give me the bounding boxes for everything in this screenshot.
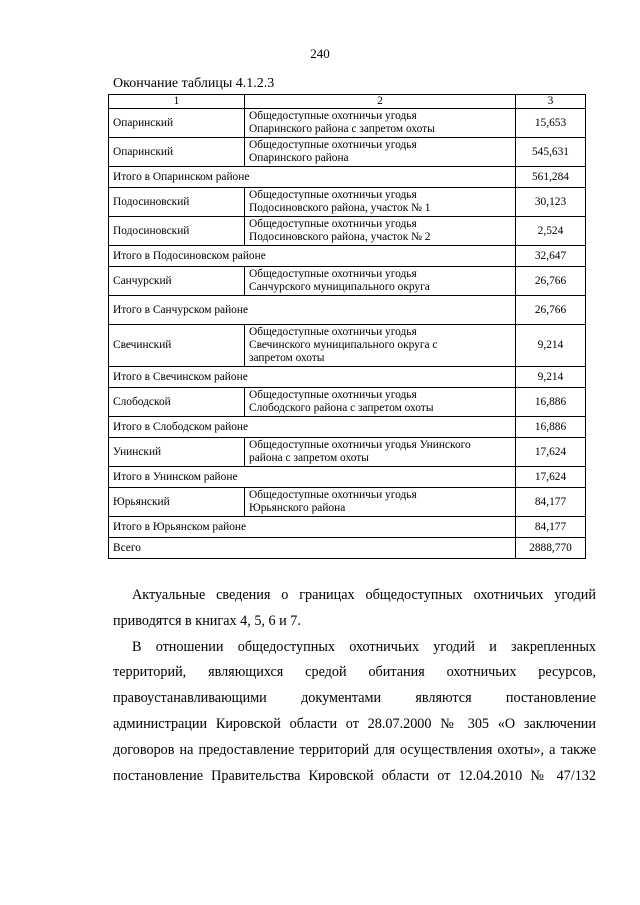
district-cell: Опаринский — [109, 138, 245, 167]
header-cell-1: 1 — [109, 95, 245, 109]
district-cell: Унинский — [109, 438, 245, 467]
description-line: Свечинского муниципального округа с — [249, 339, 438, 351]
area-value-cell: 84,177 — [516, 488, 586, 517]
paragraph-line: договоров на предоставление территорий для осуществления охоты», а также — [113, 741, 596, 758]
grounds-description-cell — [245, 138, 516, 167]
grounds-description-cell — [245, 267, 516, 296]
table-total-row — [109, 296, 586, 325]
header-cell-3: 3 — [516, 95, 586, 109]
grounds-description-cell — [245, 388, 516, 417]
table-caption: Окончание таблицы 4.1.2.3 — [113, 76, 275, 91]
total-label-cell: Итого в Юрьянском районе — [109, 517, 516, 538]
table-total-row — [109, 367, 586, 388]
table-row — [109, 138, 586, 167]
description-line: Общедоступные охотничьи угодья — [249, 389, 417, 401]
description-line: Подосиновского района, участок № 2 — [249, 231, 431, 243]
paragraph-line: территорий, являющихся средой обитания охотничьих ресурсов, — [113, 664, 596, 681]
area-value-cell: 26,766 — [516, 296, 586, 325]
table-total-row — [109, 167, 586, 188]
grounds-description-cell — [245, 438, 516, 467]
description-line: Опаринского района — [249, 152, 349, 164]
area-value-cell: 32,647 — [516, 246, 586, 267]
grounds-description-cell — [245, 488, 516, 517]
table-row — [109, 109, 586, 138]
total-label-cell: Итого в Свечинском районе — [109, 367, 516, 388]
table-row — [109, 188, 586, 217]
table-total-row — [109, 517, 586, 538]
description-line: Подосиновского района, участок № 1 — [249, 202, 431, 214]
table-row — [109, 488, 586, 517]
area-value-cell: 9,214 — [516, 367, 586, 388]
description-line: Общедоступные охотничьи угодья — [249, 326, 417, 338]
table-total-row — [109, 538, 586, 559]
table-header-row — [109, 95, 586, 109]
paragraph-line: В отношении общедоступных охотничьих угодий и закрепленных — [132, 638, 596, 655]
area-value-cell: 2,524 — [516, 217, 586, 246]
area-value-cell: 16,886 — [516, 417, 586, 438]
description-line: Общедоступные охотничьи угодья Унинского — [249, 439, 471, 451]
description-line: Общедоступные охотничьи угодья — [249, 189, 417, 201]
grounds-description-cell — [245, 188, 516, 217]
description-line: Общедоступные охотничьи угодья — [249, 110, 417, 122]
table-row — [109, 388, 586, 417]
area-value-cell: 17,624 — [516, 467, 586, 488]
area-value-cell: 545,631 — [516, 138, 586, 167]
table-total-row — [109, 417, 586, 438]
total-label-cell: Итого в Слободском районе — [109, 417, 516, 438]
description-line: Опаринского района с запретом охоты — [249, 123, 435, 135]
page-number: 240 — [310, 46, 330, 61]
total-label-cell: Всего — [109, 538, 516, 559]
area-value-cell: 30,123 — [516, 188, 586, 217]
district-cell: Подосиновский — [109, 217, 245, 246]
body-paragraph — [113, 583, 596, 635]
district-cell: Свечинский — [109, 325, 245, 367]
district-cell: Подосиновский — [109, 188, 245, 217]
total-label-cell: Итого в Санчурском районе — [109, 296, 516, 325]
description-line: запретом охоты — [249, 352, 325, 364]
description-line: Слободского района с запретом охоты — [249, 402, 434, 414]
paragraph-line: администрации Кировской области от 28.07.2000 № 305 «О заключении — [113, 715, 596, 732]
paragraph-line: правоустанавливающими документами являются постановление — [113, 690, 596, 707]
description-line: Общедоступные охотничьи угодья — [249, 489, 417, 501]
district-cell: Опаринский — [109, 109, 245, 138]
paragraph-line: Актуальные сведения о границах общедоступных охотничьих угодий — [132, 587, 596, 603]
paragraph-line: постановление Правительства Кировской области от 12.04.2010 № 47/132 — [113, 767, 596, 784]
table-row — [109, 438, 586, 467]
area-value-cell: 9,214 — [516, 325, 586, 367]
description-line: Юрьянского района — [249, 502, 346, 514]
area-value-cell: 26,766 — [516, 267, 586, 296]
description-line: Общедоступные охотничьи угодья — [249, 139, 417, 151]
description-line: Санчурского муниципального округа — [249, 281, 430, 293]
table-total-row — [109, 246, 586, 267]
grounds-description-cell — [245, 217, 516, 246]
district-cell: Юрьянский — [109, 488, 245, 517]
paragraph-line: приводятся в книгах 4, 5, 6 и 7. — [113, 612, 301, 629]
table-row — [109, 267, 586, 296]
area-value-cell: 84,177 — [516, 517, 586, 538]
total-label-cell: Итого в Подосиновском районе — [109, 246, 516, 267]
grounds-description-cell — [245, 109, 516, 138]
total-label-cell: Итого в Унинском районе — [109, 467, 516, 488]
body-paragraph — [113, 635, 596, 790]
district-cell: Санчурский — [109, 267, 245, 296]
area-value-cell: 561,284 — [516, 167, 586, 188]
table-total-row — [109, 467, 586, 488]
total-label-cell: Итого в Опаринском районе — [109, 167, 516, 188]
table-row — [109, 217, 586, 246]
body-text — [113, 583, 596, 789]
grounds-description-cell — [245, 325, 516, 367]
description-line: Общедоступные охотничьи угодья — [249, 268, 417, 280]
area-value-cell: 2888,770 — [516, 538, 586, 559]
district-cell: Слободской — [109, 388, 245, 417]
header-cell-2: 2 — [245, 95, 516, 109]
description-line: Общедоступные охотничьи угодья — [249, 218, 417, 230]
area-value-cell: 15,653 — [516, 109, 586, 138]
table-row — [109, 325, 586, 367]
hunting-grounds-table — [108, 94, 586, 559]
area-value-cell: 17,624 — [516, 438, 586, 467]
area-value-cell: 16,886 — [516, 388, 586, 417]
description-line: района с запретом охоты — [249, 452, 369, 464]
